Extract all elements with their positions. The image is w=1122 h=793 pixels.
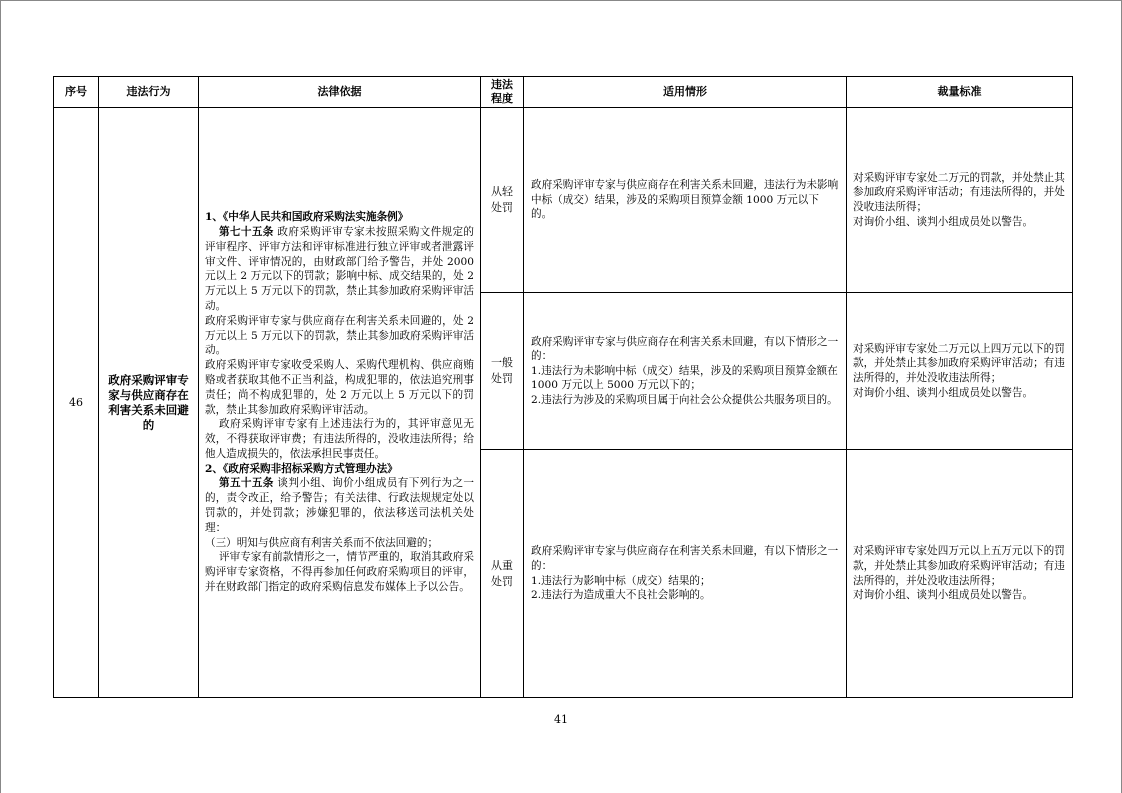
law2-paragraph-2: 评审专家有前款情形之一，情节严重的，取消其政府采购评审专家资格，不得再参加任何政府采购项目的评审，并在财政部门指定的政府采购信息发布媒体上予以公告。 xyxy=(205,551,474,594)
law2-article-text: 谈判小组、询价小组成员有下列行为之一的，责令改正，给予警告；有关法律、行政法规规定处以罚款的，并处罚款；涉嫌犯罪的，依法移送司法机关处理： xyxy=(205,477,474,534)
header-degree: 违法 程度 xyxy=(481,77,524,108)
header-basis: 法律依据 xyxy=(199,77,481,108)
header-no: 序号 xyxy=(54,77,99,108)
table-header-row xyxy=(54,77,1073,108)
header-situation: 适用情形 xyxy=(524,77,847,108)
situation-light: 政府采购评审专家与供应商存在利害关系未回避，违法行为未影响中标（成交）结果，涉及的采购项目预算金额 1000 万元以下的。 xyxy=(524,108,847,293)
law1-paragraph-4: 政府采购评审专家有上述违法行为的，其评审意见无效，不得获取评审费；有违法所得的，没收违法所得；给他人造成损失的，依法承担民事责任。 xyxy=(205,418,474,460)
degree-heavy: 从重 处罚 xyxy=(481,450,524,698)
header-act: 违法行为 xyxy=(99,77,199,108)
standard-light: 对采购评审专家处二万元的罚款，并处禁止其参加政府采购评审活动；有违法所得的，并处没收违法所得； 对询价小组、谈判小组成员处以警告。 xyxy=(847,108,1073,293)
law1-title: 1、《中华人民共和国政府采购法实施条例》 xyxy=(205,211,409,224)
header-standard: 裁量标准 xyxy=(847,77,1073,108)
standard-heavy: 对采购评审专家处四万元以上五万元以下的罚款，并处禁止其参加政府采购评审活动；有违法所得的，并处没收违法所得； 对询价小组、谈判小组成员处以警告。 xyxy=(847,450,1073,698)
legal-basis xyxy=(199,108,481,698)
page-border-top xyxy=(0,0,1122,1)
situation-general: 政府采购评审专家与供应商存在利害关系未回避，有以下情形之一的： 1.违法行为未影响中标（成交）结果，涉及的采购项目预算金额在 1000 万元以上 5000 万元以下的； 2.违法行为涉及的采购项目属于向社会公众提供公共服务项目的。 xyxy=(524,293,847,450)
row-number: 46 xyxy=(54,108,99,698)
degree-light: 从轻 处罚 xyxy=(481,108,524,293)
law1-article: 第七十五条 xyxy=(219,225,274,238)
page-number: 41 xyxy=(554,713,568,726)
standard-general: 对采购评审专家处二万元以上四万元以下的罚款，并处禁止其参加政府采购评审活动；有违法所得的，并处没收违法所得； 对询价小组、谈判小组成员处以警告。 xyxy=(847,293,1073,450)
penalty-standard-table xyxy=(53,76,1073,698)
law2-article: 第五十五条 xyxy=(219,477,274,490)
law2-item-3: （三）明知与供应商有利害关系而不依法回避的； xyxy=(205,536,439,549)
law2-title: 2、《政府采购非招标采购方式管理办法》 xyxy=(205,462,398,475)
degree-general: 一般 处罚 xyxy=(481,293,524,450)
table-row xyxy=(54,108,1073,293)
law1-paragraph-3: 政府采购评审专家收受采购人、采购代理机构、供应商贿赂或者获取其他不正当利益，构成犯罪的，依法追究刑事责任；尚不构成犯罪的，处 2 万元以上 5 万元以下的罚款，禁止其参加政府采购评审活动。 xyxy=(205,359,474,416)
situation-heavy: 政府采购评审专家与供应商存在利害关系未回避，有以下情形之一的： 1.违法行为影响中标（成交）结果的； 2.违法行为造成重大不良社会影响的。 xyxy=(524,450,847,698)
law1-article-text: 政府采购评审专家未按照采购文件规定的评审程序、评审方法和评审标准进行独立评审或者泄露评审文件、评审情况的，由财政部门给予警告，并处 2000 元以上 2 万元以下的罚款；影响中标、成交结果的，处 2 万元以上 5 万元以下的罚款，禁止其参加政府采购评审活动。 xyxy=(205,225,474,312)
law1-paragraph-2: 政府采购评审专家与供应商存在利害关系未回避的，处 2 万元以上 5 万元以下的罚款，禁止其参加政府采购评审活动。 xyxy=(205,314,474,357)
page-border-left xyxy=(0,0,1,793)
violation-act: 政府采购评审专家与供应商存在利害关系未回避的 xyxy=(99,108,199,698)
